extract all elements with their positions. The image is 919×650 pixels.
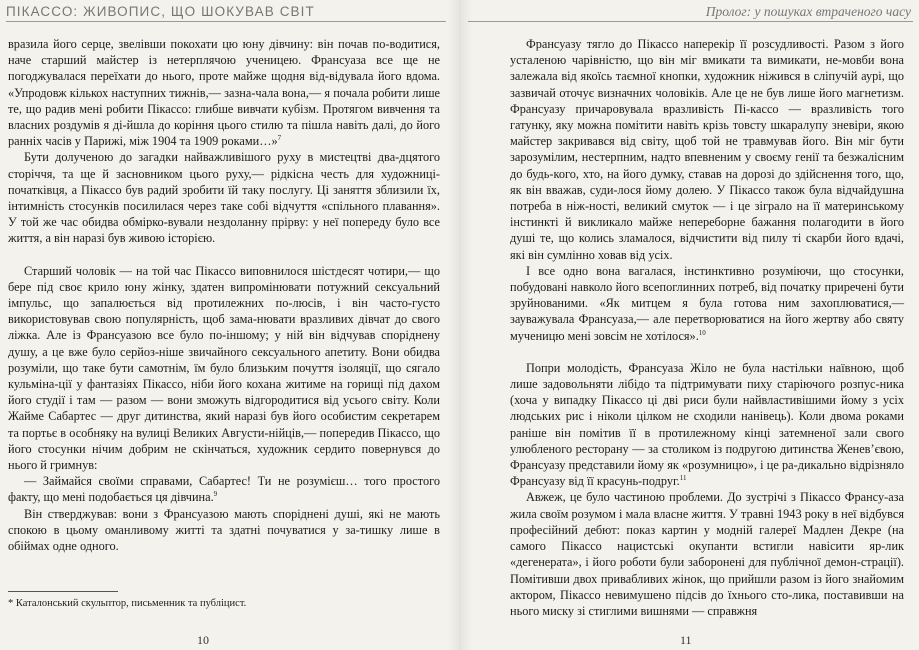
page-number-left: 10 xyxy=(197,633,209,647)
footnote: * Каталонський скульптор, письменник та публіцист. xyxy=(8,598,247,609)
paragraph: Бути долученою до загадки найважливішого руху в мистецтві два-дцятого сторіччя, та ще й засновником цього руху,— рідкісна честь для художниці-початківця, а Пікассо був радий зробити їй таку послугу. Ці заняття зблизили їх, інтимність стосунків посилилася через таке собі відчуття «спільного плавання». У той же час обидва обмірко-вували нездоланну прірву: у неї попереду було все життя, а він наразі був живою історією. xyxy=(8,150,440,246)
paragraph: Старший чоловік — на той час Пікассо виповнилося шістдесят чотири,— що бере під своє крило юну жінку, здатен випромінювати потужний сексуальний імпульс, що запалюється від протилежних по-люсів, і він часто-густо використовував свою популярність, щоб зама-нювати вразливих дівчат до свого ліжка. Але із Франсуазою все було по-іншому; у ній він відчував споріднену душу, а це вже було серйоз-ніше звичайного сексуального апетиту. Вони обидва розуміли, що таке бути самотнім, їм було близьким почуття ізоляції, що сягало кульміна-ції у фантазіях Пікассо, ніби його кохана житиме на горищі під дахом його студії і там — разом — вони зможуть відгородитися від усього світу. Коли Жайме Сабартес — друг дитинства, який наразі був його особистим секретарем та портьє в особняку на вулиці Великих Августи-нійців,— попередив Пікассо, що його стосунки нічим добрим не скінчаться, художник сердито повернувся до нього й гримнув: xyxy=(8,263,440,473)
left-page-body xyxy=(8,36,440,554)
footnote-ref: 11 xyxy=(679,474,687,483)
paragraph: Авжеж, це було частиною проблеми. До зустрічі з Пікассо Франсу-аза жила своїм розумом і мала власне життя. У травні 1943 року в неї відбувся професійний дебют: показ картин у модній галереї Мадлен Декре (на самого Пікассо нацистські окупанти встигли навісити яр-лик «дегенерата», і його роботи були заборонені для публічної демон-страції). Помітивши двох привабливих жінок, що прийшли разом із його знайомим актором, Пікассо невимушено підсів до їхнього сто-лика, поставивши на нього миску зі стиглими вишнями — справжня xyxy=(510,490,904,618)
page-number-right: 11 xyxy=(680,633,692,647)
right-page xyxy=(460,0,919,650)
right-page-body xyxy=(510,36,904,619)
footnote-ref: 10 xyxy=(698,328,706,337)
header-rule-left xyxy=(6,21,446,22)
paragraph: — Займайся своїми справами, Сабартес! Ти не розумієш… того простого факту, що мені подобається ця дівчина.$^9$ xyxy=(8,474,440,505)
paragraph: Він стверджував: вони з Франсуазою мають споріднені душі, які не мають спокою в цьому оманливому житті та здатні почуватися у за-тишку лише в обіймах одне одного. xyxy=(8,506,440,554)
running-head-left: ПІКАССО: ЖИВОПИС, ЩО ШОКУВАВ СВІТ xyxy=(6,4,315,19)
footnote-ref: 9 xyxy=(213,490,218,499)
footnote-rule xyxy=(8,591,118,592)
paragraph: І все одно вона вагалася, інстинктивно розуміючи, що стосунки, побудовані навколо його всепоглинних потреб, від початку приречені бути зруйнованими. «Як митцем я була готова ним захоплюватися,— зауважувала Франсуаза,— але перетворюватися на його жертву або святу мученицю мені зовсім не хотілося».$^{10}$ xyxy=(510,263,904,343)
header-rule-right xyxy=(468,21,913,22)
running-head-right: Пролог: у пошуках втраченого часу xyxy=(705,4,911,19)
paragraph: Франсуазу тягло до Пікассо наперекір її розсудливості. Разом з його усталеною чарівністю, що він міг вмикати та вимикати, не-мовби вона залежала від якоїсь таємної кнопки, художник ніжився в сліпучій аурі, що зазвичай оточує визначних чоловіків. Але це не був лише його магнетизм. Франсуазу причаровувала вразливість Пі-кассо — вразливість того гатунку, яку можна помітити навіть крізь товсту шкаралупу зневіри, якою майстер закривався від світу, щоб той не травмував його. Він міг бути зарозумілим, нестерпним, надто впевненим у своєму генії та безжалісним до будь-кого, хто, на його думку, ставав на дорозі до здійснення того, що, як він вважав, суди-лося йому долею. У Пікассо також була відчайдушна потреба в ніж-ності, великий смуток — і це зіграло на її материнському інстинкті й викликало майже непереборне бажання полагодити в його душі те, що колись зламалося, відчистити від пилу ті скарби його вдачі, які він сумлінно ховав від усіх. xyxy=(510,37,904,262)
paragraph: Попри молодість, Франсуаза Жіло не була настільки наївною, щоб лише задовольняти лібідо та підтримувати пиху старіючого розпус-ника (хоча у випадку Пікассо ці дві риси були найвластивішими йому з усіх людських рис і ніколи цілком не сходили нанівець). Коли двома роками раніше він помітив її в протилежному кінці затемненої зали свого улюбленого ресторану — за столиком із подругою дитинства Женев’євою, Франсуазу представили йому як «розумницю», і це ра-дикально відрізняло Франсуазу від її красунь-подруг.$^{11}$ xyxy=(510,360,904,489)
paragraph: вразила його серце, звелівши покохати цю юну дівчину: він почав по-водитися, наче старший майстер із нетерплячою ученицею. Франсуаза все ще не погоджувалася переїхати до нього, проте майже щодня від-відувала його вдома. «Упродовж кількох наступних тижнів,— зазна-чала вона,— я почала робити лише те, що радив мені робити Пікассо: глибше вивчати кубізм. Протягом вивчення та власних роздумів я ді-йшла до коріння цього стилю та пішла навіть далі, до його ранніх часів у Парижі, між 1904 та 1909 роками…»$^7$ xyxy=(8,37,440,149)
footnote-ref: 7 xyxy=(277,134,282,143)
